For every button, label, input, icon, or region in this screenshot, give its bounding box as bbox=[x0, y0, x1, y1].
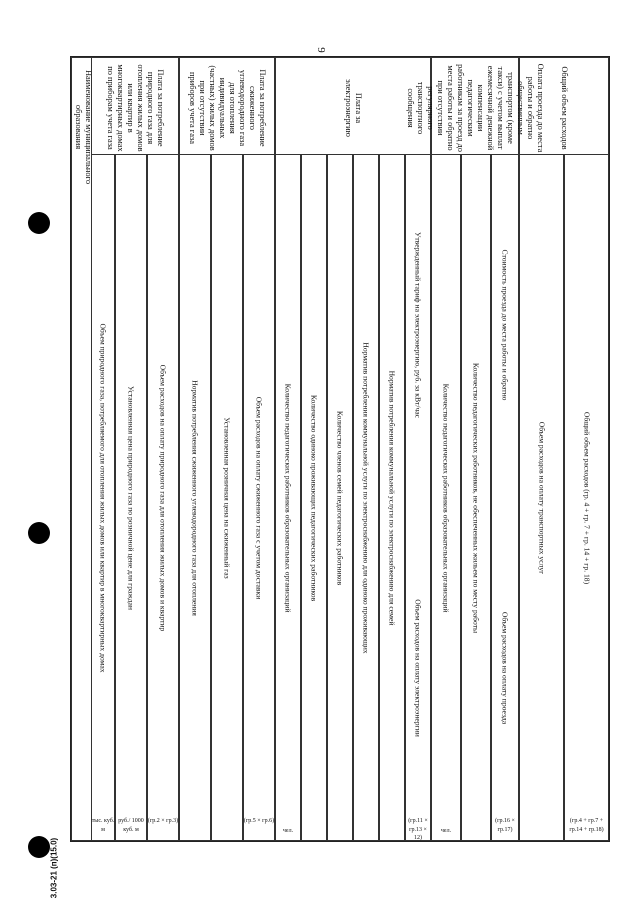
col-17-text: Стоимость проезда до места работы и обратно bbox=[500, 249, 510, 401]
col-7-text: Объем расходов на оплату сжиженного газа с учетом доставки bbox=[254, 396, 264, 599]
col-12-text: Норматив потребления коммунальной услуги по электроснабжению для семей bbox=[387, 370, 397, 625]
col-17-18 bbox=[491, 154, 519, 841]
col-16-text: Количество педагогических работников, не обеспеченных жильем по месту работы bbox=[471, 362, 481, 633]
header-natural-gas-text: Плата за потребление природного газа для отопления жилых домов или квартир в многоквартирных домах по приборам учета газа bbox=[106, 63, 165, 152]
page-number: 9 bbox=[314, 47, 327, 53]
stub-col3-units: руб./ 1000 куб. м bbox=[118, 818, 144, 833]
col-19-text: Объем расходов на оплату транспортных услуг bbox=[537, 421, 546, 574]
col-12 bbox=[379, 154, 405, 841]
sheet-code bbox=[34, 837, 74, 899]
col-5-text: Норматив потребления сжиженного углеводородного газа для отопления bbox=[190, 379, 200, 616]
header-electricity-text: Плата за электроэнергию bbox=[344, 78, 363, 137]
col-2 bbox=[91, 154, 115, 841]
col-15-text: Количество педагогических работников образовательных организаций bbox=[441, 383, 451, 612]
table-frame bbox=[70, 56, 610, 842]
col-5 bbox=[179, 154, 211, 841]
stub-col14-formula: (гр.11 × гр.13 × 12) bbox=[408, 818, 428, 842]
col-14-text: Объем расходов на оплату электроэнергии bbox=[413, 598, 423, 737]
header-total-text: Общий объем расходов bbox=[560, 65, 569, 150]
stub-col8-persons: чел. bbox=[282, 828, 294, 834]
col-13-14 bbox=[405, 154, 431, 841]
stub-col18-formula: (гр.16 × гр.17) bbox=[495, 818, 515, 833]
col-11 bbox=[353, 154, 379, 841]
col-13-text: Утвержденный тариф на электроэнергию, руб. за кВт/час bbox=[413, 231, 423, 419]
col-4 bbox=[147, 154, 179, 841]
stub-col2-units: тыс. куб. м bbox=[91, 818, 115, 833]
col-3 bbox=[115, 154, 147, 841]
col-6 bbox=[211, 154, 243, 841]
col-10 bbox=[327, 154, 353, 841]
col-10-text: Количество членов семей педагогических работников bbox=[335, 410, 345, 585]
punch-hole-top bbox=[28, 212, 50, 234]
stub-col4-formula: (гр.2 × гр.3) bbox=[147, 818, 179, 824]
col-6-text: Установленная розничная цена на сжиженный газ bbox=[222, 416, 232, 579]
col-11-text: Норматив потребления коммунальной услуги по электроснабжению для одиноко проживающих bbox=[361, 341, 371, 654]
col-3-text: Установленная цена природного газа по розничной цене для граждан bbox=[126, 385, 136, 610]
stub-col7-formula: (гр.5 × гр.6) bbox=[243, 818, 275, 824]
col-15 bbox=[431, 154, 461, 841]
header-travel-text: Оплата проезда до места работы и обратно общественным транспортом (кроме такси) с учетом выплат ежемесячной денежной компенсации педагогическим работникам за проезд до места работы и обратно при отсутствии регулярного транспортного сообщения bbox=[406, 63, 545, 152]
col-9-text: Количество одиноко проживающих педагогических работников bbox=[309, 394, 319, 601]
col-18-text: Объем расходов на оплату проезда bbox=[500, 611, 510, 724]
stub-col15-persons: чел. bbox=[440, 828, 452, 834]
sheet-code-text: 3.03-21 (п)(15.0) bbox=[49, 837, 59, 899]
col-7 bbox=[243, 154, 275, 841]
stub-col20-formula: (гр.4 + гр.7 + гр.14 + гр.18) bbox=[569, 818, 604, 833]
header-municipality-text: Наименование муниципального образования bbox=[74, 69, 93, 185]
col-8 bbox=[275, 154, 301, 841]
header-liquefied-gas-text: Плата за потребление сжиженного углеводородного газа для отопления индивидуальных (частных) жилых домов при отсутствии приборов учета газа bbox=[188, 64, 267, 151]
col-8-text: Количество педагогических работников образовательных организаций bbox=[283, 383, 293, 612]
col-20-text: Общий объем расходов (гр. 4 + гр. 7 + гр. 14 + гр. 18) bbox=[582, 411, 591, 584]
col-2-text: Объем природного газа, потребляемого для отопления жилых домов или квартир в многоквартирных домах bbox=[98, 322, 108, 673]
punch-hole-middle bbox=[28, 522, 50, 544]
col-4-text: Объем расходов на оплату природного газа для отопления жилых домов и квартир bbox=[158, 364, 168, 631]
col-16 bbox=[461, 154, 491, 841]
col-9 bbox=[301, 154, 327, 841]
col-20 bbox=[564, 154, 609, 841]
col-19 bbox=[519, 154, 564, 841]
